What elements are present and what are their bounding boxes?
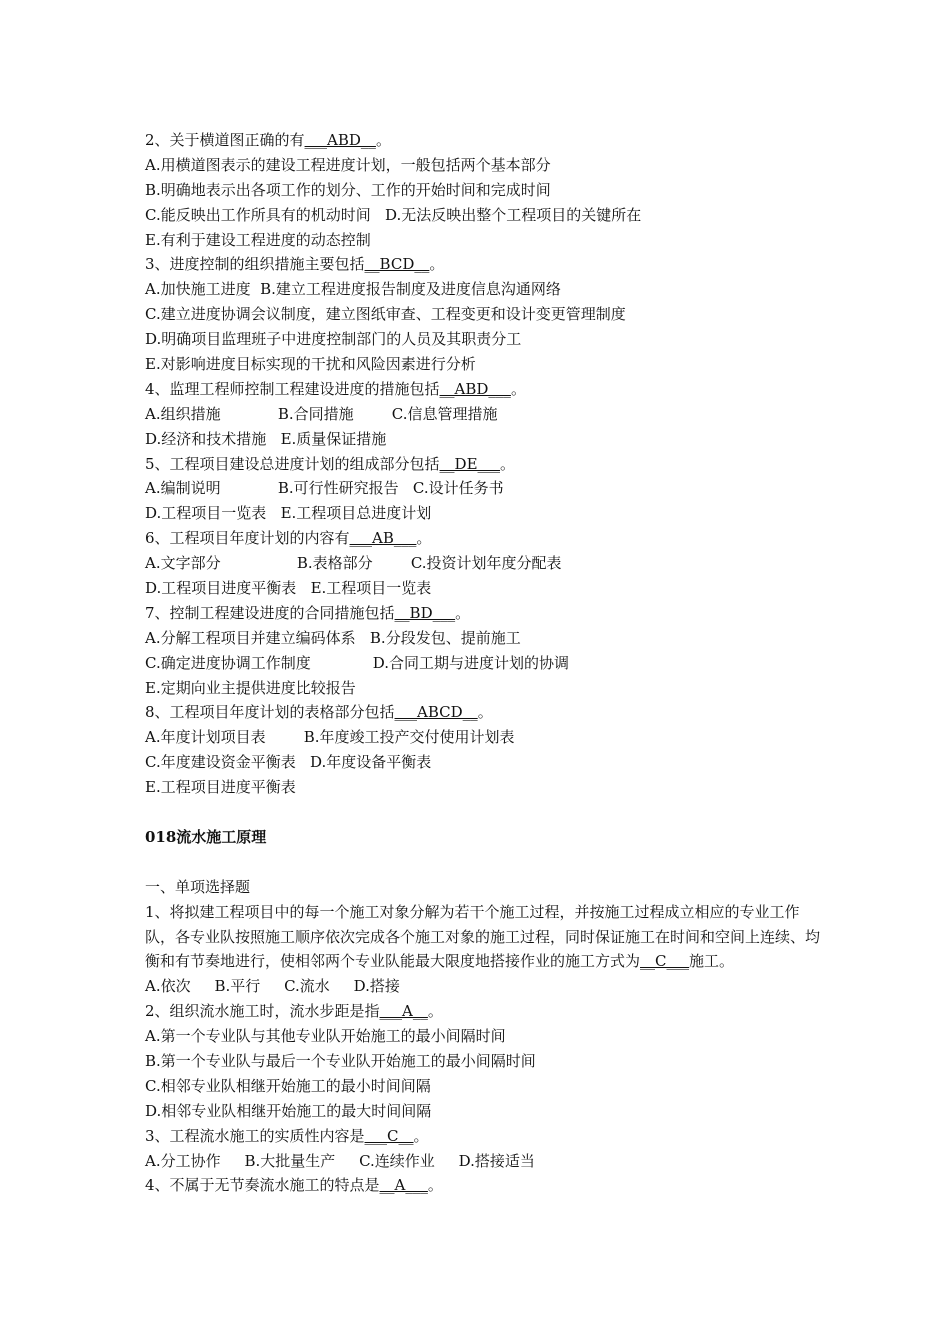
question-4 xyxy=(145,377,825,402)
question-stem-end: 。 xyxy=(427,1002,443,1021)
answer-blank: __DE___ xyxy=(439,454,501,473)
option-line: D.明确项目监理班子中进度控制部门的人员及其职责分工 xyxy=(145,330,522,349)
question-stem: 2、关于横道图正确的有 xyxy=(145,131,305,149)
option-line: A.分解工程项目并建立编码体系 B.分段发包、提前施工 xyxy=(145,628,521,647)
answer-blank: ___A__ xyxy=(379,1002,428,1021)
section-subheading: 一、单项选择题 xyxy=(145,877,251,896)
answer-blank: ___ABCD__ xyxy=(394,703,478,722)
option-line: C.相邻专业队相继开始施工的最小时间间隔 xyxy=(145,1076,431,1095)
answer-blank: __A___ xyxy=(379,1176,428,1195)
option-line: C.能反映出工作所具有的机动时间 D.无法反映出整个工程项目的关键所在 xyxy=(145,205,642,224)
question-3 xyxy=(145,252,825,277)
question-stem: 7、控制工程建设进度的合同措施包括 xyxy=(145,603,395,622)
option-line: A.加快施工进度 B.建立工程进度报告制度及进度信息沟通网络 xyxy=(145,280,561,299)
question-stem-end: 。 xyxy=(510,379,526,398)
answer-blank: ___ABD__ xyxy=(304,131,376,149)
option-line: D.相邻专业队相继开始施工的最大时间间隔 xyxy=(145,1101,432,1120)
answer-blank: __BD___ xyxy=(394,603,456,622)
answer-blank: ___C__ xyxy=(364,1126,414,1145)
question-stem-end: 。 xyxy=(477,703,493,722)
option-line: A.用横道图表示的建设工程进度计划，一般包括两个基本部分 xyxy=(145,155,551,174)
option-line: E.定期向业主提供进度比较报告 xyxy=(145,678,356,697)
option-line: E.有利于建设工程进度的动态控制 xyxy=(145,230,371,249)
question-8 xyxy=(145,700,825,725)
question-stem: 2、组织流水施工时，流水步距是指 xyxy=(145,1002,380,1021)
option-line: A.依次 B.平行 C.流水 D.搭接 xyxy=(145,977,400,996)
question-5 xyxy=(145,452,825,477)
question-stem: 6、工程项目年度计划的内容有 xyxy=(145,529,350,548)
question-stem: 3、工程流水施工的实质性内容是 xyxy=(145,1126,365,1145)
question-stem-end: 。 xyxy=(375,131,391,149)
option-line: A.第一个专业队与其他专业队开始施工的最小间隔时间 xyxy=(145,1027,506,1046)
question-stem-end: 。 xyxy=(429,255,445,274)
question-stem: 3、进度控制的组织措施主要包括 xyxy=(145,255,365,274)
option-line: D.工程项目进度平衡表 E.工程项目一览表 xyxy=(145,579,432,598)
question-stem-end: 。 xyxy=(427,1176,443,1195)
option-line: B.明确地表示出各项工作的划分、工作的开始时间和完成时间 xyxy=(145,180,551,199)
option-line: C.年度建设资金平衡表 D.年度设备平衡表 xyxy=(145,753,432,772)
question-stem-end: 。 xyxy=(455,603,471,622)
option-line: A.组织措施 B.合同措施 C.信息管理措施 xyxy=(145,404,498,423)
option-line: E.对影响进度目标实现的干扰和风险因素进行分析 xyxy=(145,355,476,374)
question-6 xyxy=(145,526,825,551)
section-heading: 018流水施工原理 xyxy=(145,827,267,846)
option-line: A.年度计划项目表 B.年度竣工投产交付使用计划表 xyxy=(145,728,515,747)
option-line: D.经济和技术措施 E.质量保证措施 xyxy=(145,429,387,448)
option-line: A.编制说明 B.可行性研究报告 C.设计任务书 xyxy=(145,479,504,498)
question-2b xyxy=(145,999,825,1024)
document-content xyxy=(145,128,825,1198)
question-stem-end: 。 xyxy=(416,529,432,548)
question-stem: 5、工程项目建设总进度计划的组成部分包括 xyxy=(145,454,440,473)
answer-blank: __ABD___ xyxy=(439,379,511,398)
question-3b xyxy=(145,1124,825,1149)
option-line: B.第一个专业队与最后一个专业队开始施工的最小间隔时间 xyxy=(145,1052,536,1070)
answer-blank: __C___ xyxy=(640,952,689,971)
option-line: C.建立进度协调会议制度，建立图纸审查、工程变更和设计变更管理制度 xyxy=(145,305,626,324)
question-4b xyxy=(145,1173,825,1198)
answer-blank: __BCD__ xyxy=(364,255,430,274)
question-2 xyxy=(145,128,825,153)
question-stem: 4、监理工程师控制工程建设进度的措施包括 xyxy=(145,379,440,398)
question-stem-end: 。 xyxy=(500,454,516,473)
question-7 xyxy=(145,601,825,626)
option-line: A.分工协作 B.大批量生产 C.连续作业 D.搭接适当 xyxy=(145,1151,535,1170)
question-1 xyxy=(145,900,825,975)
option-line: E.工程项目进度平衡表 xyxy=(145,778,296,797)
option-line: A.文字部分 B.表格部分 C.投资计划年度分配表 xyxy=(145,554,562,573)
answer-blank: ___AB___ xyxy=(349,529,417,548)
question-stem: 8、工程项目年度计划的表格部分包括 xyxy=(145,703,395,722)
question-stem-end: 。 xyxy=(413,1126,429,1145)
question-stem-end: 施工。 xyxy=(689,952,735,971)
option-line: D.工程项目一览表 E.工程项目总进度计划 xyxy=(145,504,432,523)
option-line: C.确定进度协调工作制度 D.合同工期与进度计划的协调 xyxy=(145,653,569,672)
question-stem: 4、不属于无节奏流水施工的特点是 xyxy=(145,1176,380,1195)
question-stem: 1、将拟建工程项目中的每一个施工对象分解为若干个施工过程，并按施工过程成立相应的专业工作队，各专业队按照施工顺序依次完成各个施工对象的施工过程，同时保证施工在时间和空间上连续、均衡和有节奏地进行，使相邻两个专业队能最大限度地搭接作业的施工方式为 xyxy=(145,902,821,971)
